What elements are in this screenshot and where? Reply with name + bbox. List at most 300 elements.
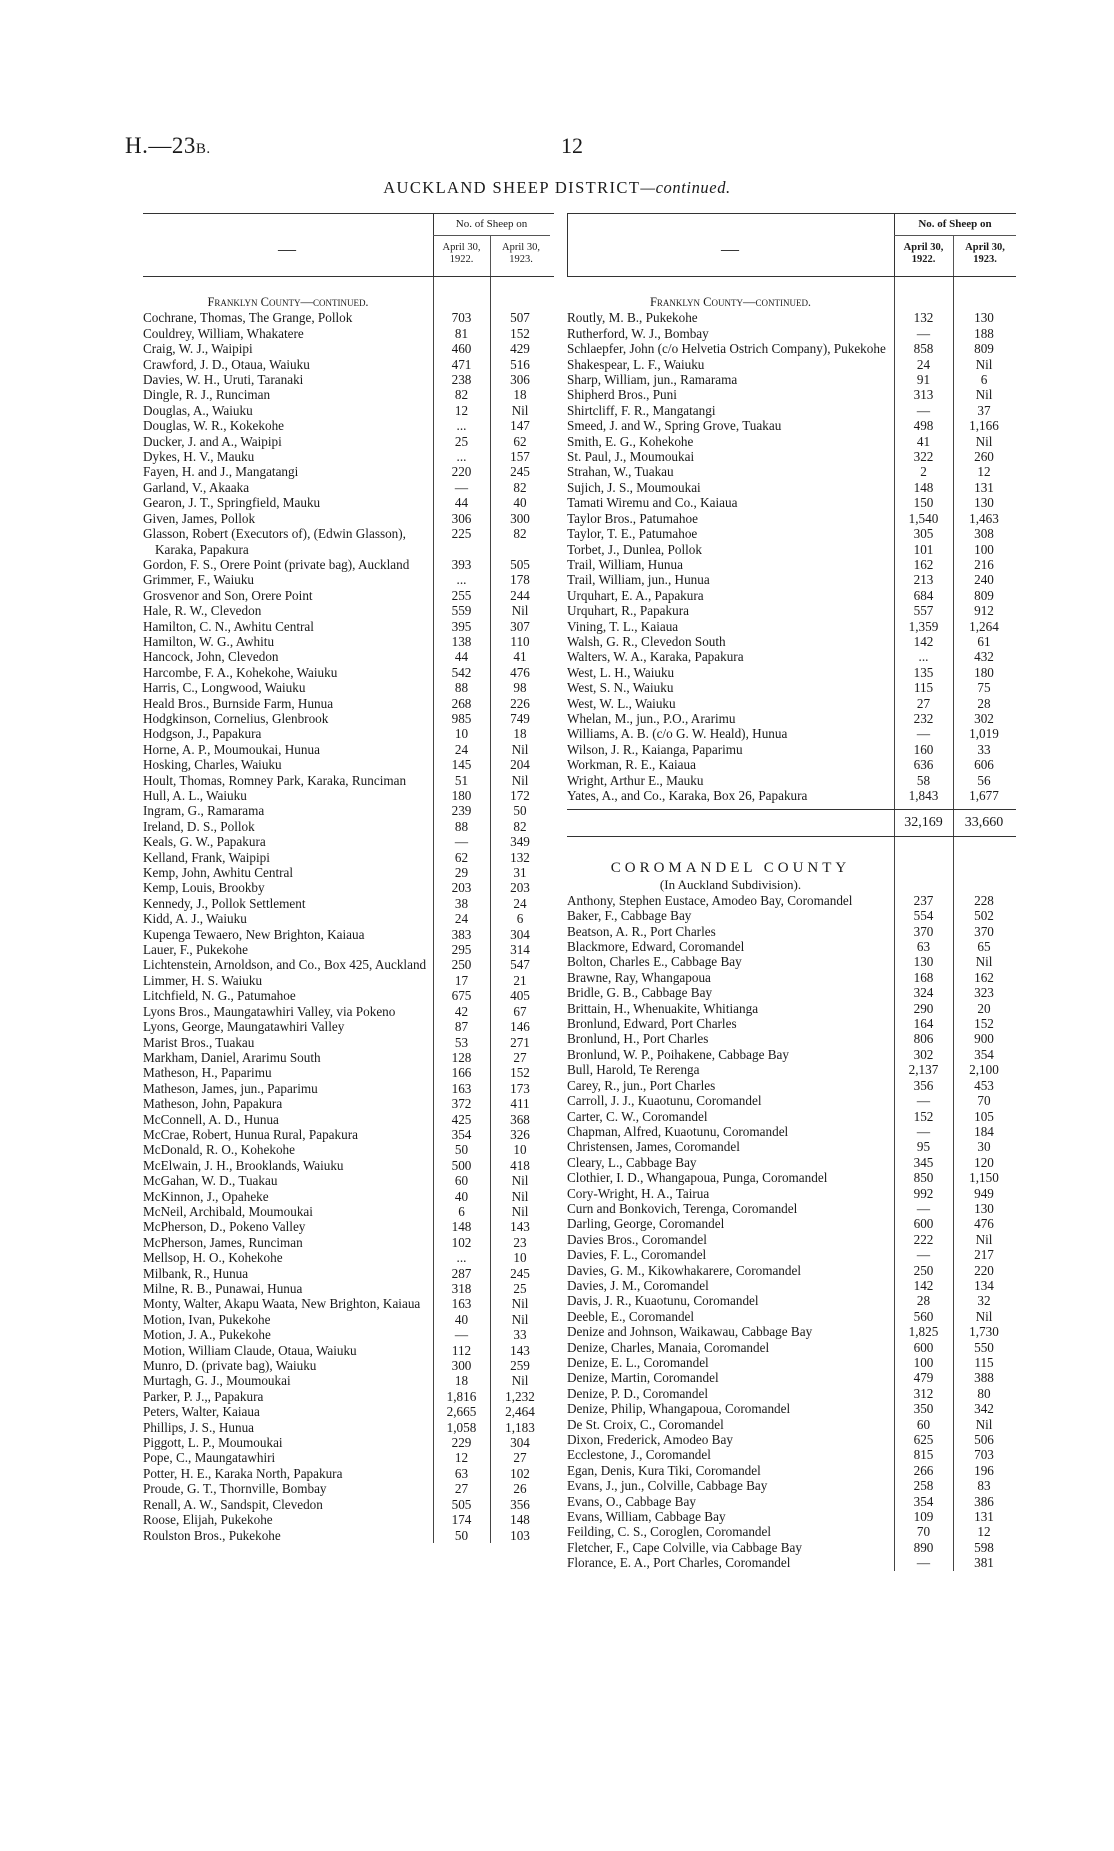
table-row: [143, 711, 554, 726]
sheep-1922: 498: [913, 418, 934, 434]
table-row: [143, 418, 554, 433]
table-row: [143, 1358, 554, 1373]
table-row: [143, 1189, 554, 1204]
owner-name: Trail, William, jun., Hunua: [567, 572, 710, 588]
sheep-1922: 636: [913, 757, 934, 773]
owner-name: McElwain, J. H., Brooklands, Waiuku: [143, 1157, 344, 1173]
owner-name: Roose, Elijah, Pukekohe: [143, 1512, 273, 1528]
sheep-1923: 120: [974, 1154, 994, 1170]
sheep-1923: 226: [510, 695, 530, 711]
owner-name: Feilding, C. S., Coroglen, Coromandel: [567, 1524, 772, 1540]
owner-name: Taylor, T. E., Patumahoe: [567, 526, 698, 542]
owner-name: Bridle, G. B., Cabbage Bay: [567, 985, 713, 1001]
table-row: [567, 1494, 1016, 1509]
sheep-1923: Nil: [975, 1231, 993, 1247]
owner-name: Matheson, John, Papakura: [143, 1096, 283, 1112]
table-row: [143, 526, 554, 557]
table-row: [143, 788, 554, 803]
owner-name: Blackmore, Edward, Coromandel: [567, 939, 745, 955]
sheep-1923: Nil: [511, 1311, 529, 1327]
owner-name: Shakespear, L. F., Waiuku: [567, 356, 705, 372]
sheep-1923: 162: [974, 969, 994, 985]
sheep-1923: 152: [510, 325, 530, 341]
sheep-1923: 40: [513, 495, 527, 511]
owner-name: Dykes, H. V., Mauku: [143, 449, 255, 465]
table-row: [143, 557, 554, 572]
sheep-1923: 12: [977, 1524, 991, 1540]
owner-name: Kemp, Louis, Brookby: [143, 880, 265, 896]
sheep-1922: 132: [913, 310, 934, 326]
table-row: [143, 1450, 554, 1465]
sheep-1922: 295: [451, 942, 472, 958]
sheep-1923: 388: [974, 1370, 994, 1386]
sheep-1923: 606: [974, 757, 994, 773]
table-row: [143, 1343, 554, 1358]
sheep-1922: —: [916, 1093, 931, 1109]
sheep-1923: Nil: [975, 1416, 993, 1432]
sheep-1923: 75: [977, 680, 991, 696]
table-row: [567, 1355, 1016, 1370]
sheep-1922: 229: [451, 1435, 472, 1451]
sheep-1922: 992: [913, 1185, 934, 1201]
table-row: [567, 1170, 1016, 1185]
table-row: [143, 865, 554, 880]
sheep-1923: 245: [510, 1265, 530, 1281]
sheep-1922: 858: [913, 341, 934, 357]
sheep-1923: 342: [974, 1401, 994, 1417]
table-row: [567, 1109, 1016, 1124]
sheep-1922: 130: [913, 954, 934, 970]
owner-name: Curn and Bonkovich, Terenga, Coromandel: [567, 1200, 798, 1216]
table-row: [143, 1512, 554, 1527]
owner-name: McPherson, D., Pokeno Valley: [143, 1219, 306, 1235]
table-row: [143, 726, 554, 741]
table-row: [567, 603, 1016, 618]
owner-name: Urquhart, E. A., Papakura: [567, 587, 704, 603]
owner-name: Piggott, L. P., Moumoukai: [143, 1435, 283, 1451]
table-row: [567, 1509, 1016, 1524]
table-row: [567, 1047, 1016, 1062]
sheep-1923: 386: [974, 1493, 994, 1509]
table-row: [567, 372, 1016, 387]
sheep-1923: 188: [974, 325, 994, 341]
sheep-1922: 460: [451, 341, 472, 357]
sheep-1923: 103: [510, 1527, 530, 1543]
sheep-1923: Nil: [511, 1173, 529, 1189]
owner-name: Baker, F., Cabbage Bay: [567, 908, 692, 924]
owner-name: Matheson, James, jun., Paparimu: [143, 1080, 318, 1096]
owner-name: Deeble, E., Coromandel: [567, 1308, 695, 1324]
table-row: [567, 1124, 1016, 1139]
table-row: [567, 1001, 1016, 1016]
sheep-1922: 815: [913, 1447, 934, 1463]
sheep-1922: 505: [451, 1496, 472, 1512]
sheep-1922: 625: [913, 1432, 934, 1448]
sheep-1923: 2,100: [969, 1062, 999, 1078]
owner-name: Anthony, Stephen Eustace, Amodeo Bay, Coromandel: [567, 892, 853, 908]
owner-name: Roulston Bros., Pukekohe: [143, 1527, 281, 1543]
owner-name: Davies, J. M., Coromandel: [567, 1277, 709, 1293]
sheep-1923: 216: [974, 556, 994, 572]
column-header-1923: April 30, 1923.: [502, 242, 540, 265]
sheep-1923: 6: [516, 911, 524, 927]
table-row: [567, 619, 1016, 634]
sheep-1923: 10: [513, 1250, 527, 1266]
owner-name: Bolton, Charles E., Cabbage Bay: [567, 954, 742, 970]
sheep-1923: 308: [974, 526, 994, 542]
sheep-1922: 58: [916, 772, 931, 788]
sheep-1922: 95: [916, 1139, 931, 1155]
sheep-1923: 180: [974, 664, 994, 680]
sheep-1922: 370: [913, 923, 934, 939]
table-row: [143, 1065, 554, 1080]
owner-name: Ireland, D. S., Pollok: [143, 818, 255, 834]
table-row: [567, 1216, 1016, 1231]
sheep-1922: 255: [451, 587, 472, 603]
sheep-1923: 304: [510, 1435, 530, 1451]
table-row: [567, 939, 1016, 954]
owner-name: Walsh, G. R., Clevedon South: [567, 633, 726, 649]
sheep-1922: 232: [913, 710, 934, 726]
table-row: [567, 480, 1016, 495]
table-row: [143, 449, 554, 464]
sheep-1922: 890: [913, 1539, 934, 1555]
sheep-1923: 115: [974, 1355, 994, 1370]
sheep-1923: 130: [974, 495, 994, 511]
sheep-1923: 10: [513, 1142, 527, 1158]
table-row: [143, 911, 554, 926]
sheep-1922: 166: [451, 1065, 472, 1081]
owner-name: Monty, Walter, Akapu Waata, New Brighton, Kaiaua: [143, 1296, 421, 1312]
table-row: [567, 1478, 1016, 1493]
table-row: [143, 372, 554, 387]
sheep-1922: 312: [913, 1385, 934, 1401]
sheep-1922: 38: [454, 895, 469, 911]
sheep-1923: 196: [974, 1462, 994, 1478]
sheep-1922: 258: [913, 1478, 934, 1494]
sheep-1923: 260: [974, 449, 994, 465]
owner-name: Marist Bros., Tuakau: [143, 1034, 255, 1050]
sheep-1922: 62: [454, 849, 469, 865]
owner-name: Munro, D. (private bag), Waiuku: [143, 1358, 317, 1374]
blank-marker: —: [278, 239, 296, 259]
table-row: [143, 403, 554, 418]
sheep-1923: 326: [510, 1126, 530, 1142]
owner-name: Denize, Philip, Whangapoua, Coromandel: [567, 1401, 791, 1417]
sheep-1923: 152: [974, 1016, 994, 1032]
sheep-1923: 6: [980, 372, 988, 388]
owner-name: McCrae, Robert, Hunua Rural, Papakura: [143, 1126, 358, 1142]
table-row: [143, 1281, 554, 1296]
owner-name: Grimmer, F., Waiuku: [143, 572, 255, 588]
table-row: [567, 726, 1016, 741]
owner-name: Evans, J., jun., Colville, Cabbage Bay: [567, 1478, 768, 1494]
sheep-1922: 250: [451, 957, 472, 973]
sheep-1923: 50: [513, 803, 527, 819]
sheep-1922: 318: [451, 1281, 472, 1296]
table-row: [567, 1201, 1016, 1216]
owner-name: Milbank, R., Hunua: [143, 1265, 249, 1281]
owner-name: Fayen, H. and J., Mangatangi: [143, 464, 299, 480]
owner-name: Bronlund, H., Port Charles: [567, 1031, 709, 1047]
table-row: [143, 310, 554, 325]
sheep-1922: 1,825: [908, 1324, 939, 1340]
sheep-1922: 174: [451, 1512, 472, 1528]
sheep-1923: 304: [510, 926, 530, 942]
sheep-1922: 250: [913, 1262, 934, 1278]
sheep-1922: 160: [913, 741, 934, 757]
sheep-1923: 550: [974, 1339, 994, 1355]
sheep-1923: 56: [977, 772, 991, 788]
sheep-1922: 81: [454, 325, 469, 341]
sheep-1923: 381: [974, 1555, 994, 1571]
table-row: [567, 1401, 1016, 1416]
table-row: [143, 680, 554, 695]
table-row: [567, 1324, 1016, 1339]
sheep-1923: 134: [974, 1277, 994, 1293]
owner-name: Whelan, M., jun., P.O., Ararimu: [567, 710, 736, 726]
sheep-1922: 101: [913, 541, 934, 557]
sheep-1923: 749: [510, 710, 530, 726]
table-row: [567, 742, 1016, 757]
column-header-1923: April 30, 1923.: [965, 242, 1005, 265]
sheep-1922: 203: [451, 880, 472, 896]
table-row: [567, 634, 1016, 649]
sheep-1923: 41: [513, 649, 527, 665]
sheep-1922: ...: [456, 449, 467, 465]
sheep-1922: 28: [916, 1293, 931, 1309]
owner-name: Sharp, William, jun., Ramarama: [567, 372, 738, 388]
right-table: [567, 213, 1016, 1571]
sheep-1922: 29: [454, 865, 469, 881]
sheep-1923: Nil: [511, 1203, 529, 1219]
sheep-1923: 476: [510, 664, 530, 680]
sheep-1923: 12: [977, 464, 991, 480]
table-row: [143, 1081, 554, 1096]
sheep-1922: ...: [456, 572, 467, 588]
sheep-1922: —: [916, 402, 931, 418]
owner-name: Mellsop, H. O., Kohekohe: [143, 1250, 283, 1266]
owner-name: Walters, W. A., Karaka, Papakura: [567, 649, 744, 665]
table-row: [567, 572, 1016, 587]
owner-name: Davies, F. L., Coromandel: [567, 1247, 707, 1263]
owner-name: Darling, George, Coromandel: [567, 1216, 725, 1232]
sheep-1923: 98: [513, 680, 527, 696]
sheep-1923: 411: [510, 1096, 530, 1112]
sheep-1923: 349: [510, 834, 530, 850]
sheep-1923: 143: [510, 1342, 530, 1358]
owner-name: Hoult, Thomas, Romney Park, Karaka, Runciman: [143, 772, 407, 788]
sheep-1923: Nil: [511, 1296, 529, 1312]
sheep-1922: 383: [451, 926, 472, 942]
owner-name: Dingle, R. J., Runciman: [143, 387, 271, 403]
sheep-1922: 393: [451, 556, 472, 572]
owner-name: Garland, V., Akaaka: [143, 479, 250, 495]
sheep-1923: 131: [974, 479, 994, 495]
sheep-1923: 132: [510, 849, 530, 865]
table-row: [143, 942, 554, 957]
owner-name: Denize and Johnson, Waikawau, Cabbage Bay: [567, 1324, 813, 1340]
sheep-1922: —: [916, 1123, 931, 1139]
sheep-1922: 44: [454, 495, 469, 511]
owner-name: Cochrane, Thomas, The Grange, Pollok: [143, 310, 353, 326]
sheep-1923: 1,019: [969, 726, 999, 742]
sheep-1922: 220: [451, 464, 472, 480]
table-row: [567, 526, 1016, 541]
table-row: [143, 603, 554, 618]
sheep-1922: 225: [451, 526, 472, 542]
sheep-1922: 1,843: [908, 788, 939, 803]
sheep-1923: 27: [513, 1450, 527, 1466]
sheep-1922: 354: [913, 1493, 934, 1509]
owner-name: Denize, E. L., Coromandel: [567, 1355, 709, 1370]
table-row: [567, 418, 1016, 433]
sheep-1923: 130: [974, 1200, 994, 1216]
owner-name: Douglas, W. R., Kokekohe: [143, 418, 285, 434]
table-row: [567, 1417, 1016, 1432]
sheep-1923: 70: [977, 1093, 991, 1109]
sheep-1922: 287: [451, 1265, 472, 1281]
owner-name: Denize, Martin, Coromandel: [567, 1370, 719, 1386]
sheep-1922: 985: [451, 710, 472, 726]
sheep-1922: 102: [451, 1234, 472, 1250]
sheep-1923: 18: [513, 387, 527, 403]
sheep-1922: 82: [454, 387, 469, 403]
owner-name: McNeil, Archibald, Moumoukai: [143, 1203, 313, 1219]
owner-name: Ducker, J. and A., Waipipi: [143, 433, 282, 449]
sheep-1922: 500: [451, 1157, 472, 1173]
owner-name: Lyons Bros., Maungatawhiri Valley, via Pokeno: [143, 1003, 396, 1019]
table-row: [567, 1432, 1016, 1447]
owner-name: Christensen, James, Coromandel: [567, 1139, 740, 1155]
table-row: [143, 803, 554, 818]
table-row: [567, 588, 1016, 603]
table-row: [143, 880, 554, 895]
sheep-1922: 128: [451, 1049, 472, 1065]
sheep-1923: 502: [974, 908, 994, 924]
owner-name: Dixon, Frederick, Amodeo Bay: [567, 1432, 733, 1448]
owner-name: Douglas, A., Waiuku: [143, 402, 253, 418]
table-row: [143, 1327, 554, 1342]
sheep-1923: 147: [510, 418, 530, 434]
sheep-1923: 323: [974, 985, 994, 1001]
table-row: [143, 634, 554, 649]
sheep-1922: 268: [451, 695, 472, 711]
table-row: [567, 1293, 1016, 1308]
owner-name: Trail, William, Hunua: [567, 556, 683, 572]
owner-name: Hodgson, J., Papakura: [143, 726, 262, 742]
sheep-1923: 900: [974, 1031, 994, 1047]
owner-name: Davies Bros., Coromandel: [567, 1231, 707, 1247]
sheep-1923: 203: [510, 880, 530, 896]
table-row: [143, 1235, 554, 1250]
owner-name: Kupenga Tewaero, New Brighton, Kaiaua: [143, 926, 365, 942]
sheep-1922: 50: [454, 1527, 469, 1543]
table-row: [567, 464, 1016, 479]
sheep-1922: —: [454, 1327, 469, 1343]
sheep-1922: 51: [454, 772, 469, 788]
sheep-1922: 350: [913, 1401, 934, 1417]
sheep-1923: 1,677: [969, 788, 999, 803]
sheep-1923: 26: [513, 1481, 527, 1497]
sheep-1922: 63: [916, 939, 931, 955]
sheep-1922: 163: [451, 1296, 472, 1312]
sheep-1922: 24: [916, 356, 931, 372]
owner-name: De St. Croix, C., Coromandel: [567, 1416, 724, 1432]
owner-name: Grosvenor and Son, Orere Point: [143, 587, 313, 603]
sheep-1922: —: [916, 1555, 931, 1571]
owner-name: Craig, W. J., Waipipi: [143, 341, 253, 357]
owner-name: Proude, G. T., Thornville, Bombay: [143, 1481, 327, 1497]
owner-name: Fletcher, F., Cape Colville, via Cabbage Bay: [567, 1539, 803, 1555]
sheep-1922: 60: [916, 1416, 931, 1432]
sheep-1922: 152: [913, 1108, 934, 1124]
table-row: [567, 985, 1016, 1000]
sheep-1922: —: [454, 479, 469, 495]
owner-name: McKinnon, J., Opaheke: [143, 1188, 269, 1204]
owner-name: Bronlund, Edward, Port Charles: [567, 1016, 737, 1032]
table-row: [567, 1555, 1016, 1570]
table-row: [143, 1481, 554, 1496]
owner-name: Strahan, W., Tuakau: [567, 464, 674, 480]
table-row: [567, 434, 1016, 449]
sheep-1922: 2,665: [446, 1404, 477, 1420]
sheep-1922: 109: [913, 1509, 934, 1525]
sheep-1923: 33: [977, 741, 991, 757]
sheep-1923: 912: [974, 603, 994, 619]
owner-name: Hancock, John, Clevedon: [143, 649, 279, 665]
table-row: [143, 1050, 554, 1065]
table-row: [143, 957, 554, 972]
page-number: 12: [561, 133, 583, 158]
table-row: [567, 1540, 1016, 1555]
owner-name: Beatson, A. R., Port Charles: [567, 923, 716, 939]
table-row: [143, 834, 554, 849]
table-row: [567, 908, 1016, 923]
owner-name: Hale, R. W., Clevedon: [143, 603, 262, 619]
owner-name: McConnell, A. D., Hunua: [143, 1111, 279, 1127]
sheep-1923: 1,166: [969, 418, 999, 434]
table-row: [143, 1250, 554, 1265]
sheep-1923: 1,463: [969, 510, 999, 526]
owner-name: Glasson, Robert (Executors of), (Edwin Glasson), Karaka, Papakura: [143, 526, 406, 557]
owner-name: Denize, P. D., Coromandel: [567, 1385, 709, 1401]
sheep-1922: ...: [918, 649, 929, 665]
owner-name: West, L. H., Waiuku: [567, 664, 675, 680]
sheep-1922: 112: [451, 1342, 472, 1358]
owner-name: Clothier, I. D., Whangapoua, Punga, Coromandel: [567, 1170, 828, 1186]
sheep-1923: 429: [510, 341, 530, 357]
sheep-1922: 70: [916, 1524, 931, 1540]
sheep-1923: 307: [510, 618, 530, 634]
owner-name: Shipherd Bros., Puni: [567, 387, 677, 403]
table-row: [143, 819, 554, 834]
sheep-1922: 142: [913, 633, 934, 649]
table-row: [143, 1019, 554, 1034]
sheep-1922: 2: [920, 464, 927, 480]
sheep-1922: 1,359: [908, 618, 939, 634]
sheep-1922: 213: [913, 572, 934, 588]
table-row: [567, 1155, 1016, 1170]
sheep-1922: 356: [913, 1077, 934, 1093]
section-subtitle: (In Auckland Subdivision).: [659, 877, 802, 893]
table-row: [567, 1186, 1016, 1201]
sheep-1923: 405: [510, 988, 530, 1004]
owner-name: Cleary, L., Cabbage Bay: [567, 1154, 697, 1170]
sheep-1923: 102: [510, 1465, 530, 1481]
owner-name: Phillips, J. S., Hunua: [143, 1419, 255, 1435]
sheep-1922: —: [454, 834, 469, 850]
